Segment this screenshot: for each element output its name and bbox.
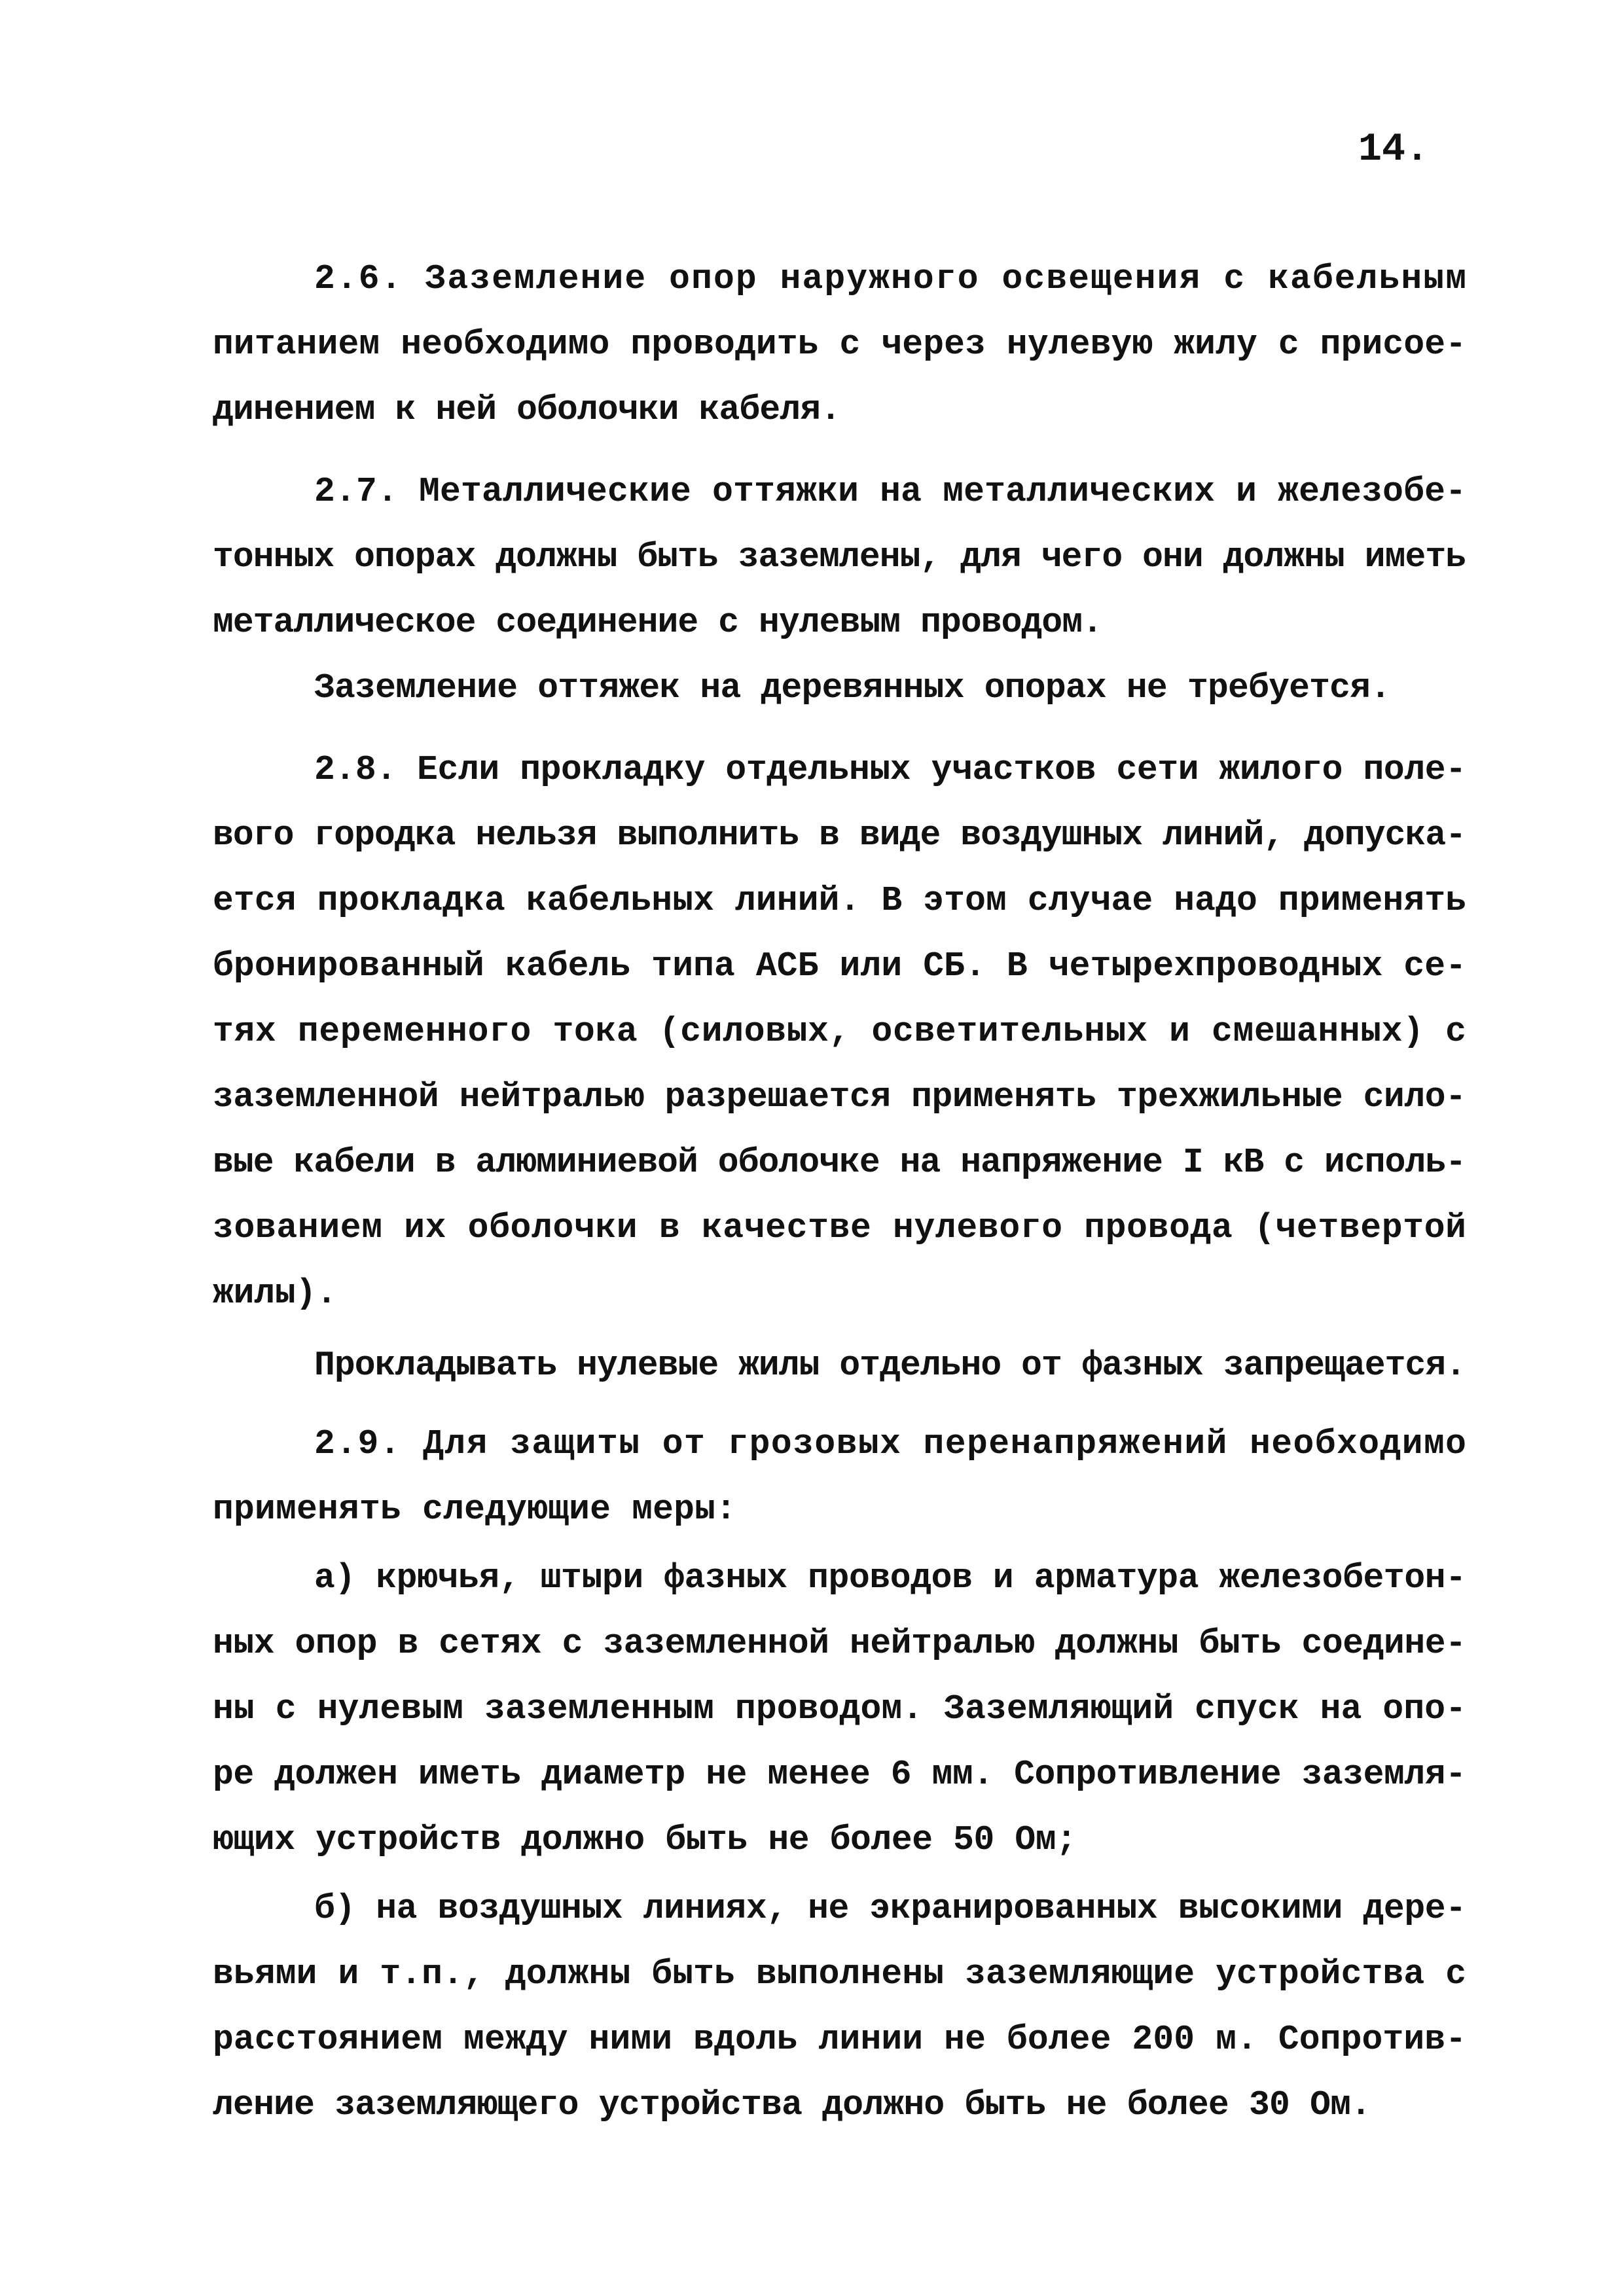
text-line: ре должен иметь диаметр не менее 6 мм. Сопротивление заземля- [213, 1755, 1466, 1794]
text-line: бронированный кабель типа АСБ или СБ. В четырехпроводных се- [213, 946, 1467, 986]
text-line: ется прокладка кабельных линий. В этом случае надо применять [213, 881, 1467, 920]
text-line: применять следующие меры: [213, 1490, 737, 1529]
text-line: жилы). [213, 1274, 337, 1313]
text-line: вые кабели в алюминиевой оболочке на напряжение I кВ с исполь- [213, 1143, 1466, 1182]
text-line: Прокладывать нулевые жилы отдельно от фазных запрещается. [314, 1346, 1466, 1385]
text-line: динением к ней оболочки кабеля. [213, 390, 841, 429]
text-line: 2.9. Для защиты от грозовых перенапряжений необходимо [314, 1424, 1468, 1463]
text-line: 2.8. Если прокладку отдельных участков сети жилого поле- [314, 750, 1466, 789]
text-line: а) крючья, штыри фазных проводов и арматура железобетон- [314, 1558, 1466, 1598]
text-line: 2.6. Заземление опор наружного освещения с кабельным [314, 259, 1468, 298]
text-line: б) на воздушных линиях, не экранированных высокими дере- [314, 1889, 1466, 1928]
text-line: ление заземляющего устройства должно быть не более 30 Ом. [213, 2085, 1371, 2125]
text-line: зованием их оболочки в качестве нулевого провода (четвертой [213, 1208, 1467, 1247]
text-line: расстоянием между ними вдоль линии не более 200 м. Сопротив- [213, 2020, 1467, 2059]
text-line: заземленной нейтралью разрешается применять трехжильные сило- [213, 1077, 1466, 1117]
text-line: 2.7. Металлические оттяжки на металлических и железобе- [314, 472, 1467, 511]
text-line: Заземление оттяжек на деревянных опорах не требуется. [314, 668, 1391, 708]
page-number: 14. [1358, 128, 1430, 172]
text-line: тонных опорах должны быть заземлены, для чего они должны иметь [213, 537, 1466, 577]
text-line: вого городка нельзя выполнить в виде воздушных линий, допуска- [213, 816, 1466, 855]
text-line: ны с нулевым заземленным проводом. Заземляющий спуск на опо- [213, 1689, 1467, 1729]
text-line: питанием необходимо проводить с через нулевую жилу с присое- [213, 325, 1467, 364]
text-line: тях переменного тока (силовых, осветительных и смешанных) с [213, 1012, 1467, 1051]
text-line: вьями и т.п., должны быть выполнены заземляющие устройства с [213, 1954, 1467, 1994]
text-line: металлическое соединение с нулевым проводом. [213, 603, 1103, 642]
text-line: ных опор в сетях с заземленной нейтралью должны быть соедине- [213, 1624, 1466, 1663]
text-line: ющих устройств должно быть не более 50 Ом; [213, 1820, 1077, 1859]
